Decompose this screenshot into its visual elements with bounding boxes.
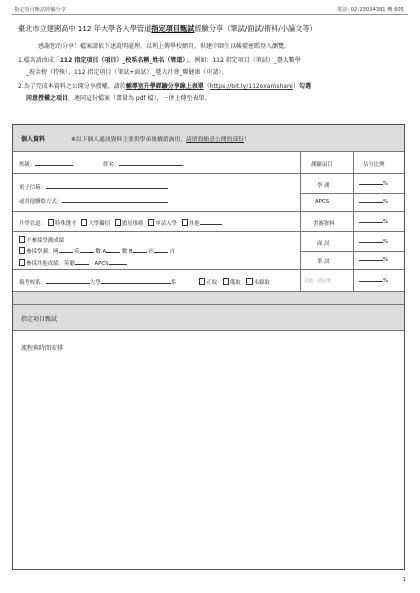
section-title: 指定項目甄試 — [21, 316, 58, 323]
intro-item2: 2.為了完成本資料之公開分享授權，請於輔導室升學經驗分享線上表單（https://bit.ly/112examshare）勾選 — [18, 83, 312, 90]
header-right: 電話: 02-23034381 轉 605 — [336, 7, 404, 13]
admitted-row — [13, 269, 404, 291]
route-recommend-checkbox[interactable]: 繁星推薦 — [115, 221, 144, 227]
route-special-checkbox[interactable]: 特殊選才 — [48, 221, 77, 227]
intro-item1-line2: _祝金榜（特殊）、112 指定項目（筆試+面試）_臺大社會_鄭健康（申請）。 — [26, 69, 228, 76]
route-row — [13, 211, 404, 231]
document-title — [18, 24, 408, 34]
col-item-header: 測驗項目 — [311, 162, 333, 168]
apcs-label: APCS — [315, 199, 330, 205]
title-suffix: 經驗分享（筆試/面試/術科/小論文等） — [194, 24, 317, 33]
intro-item2-line2: 同意授權之項目，連同這份檔案（盡量為 pdf 檔），一併上傳至表單。 — [26, 95, 211, 102]
admitted-school-field[interactable]: 報考校系： 大學 系 — [19, 280, 177, 286]
name-field[interactable]: 姓名： — [103, 160, 183, 168]
email-field[interactable]: 電子信箱： — [19, 183, 168, 191]
xuece-label: 學 測 — [317, 183, 330, 189]
use-xuece-checkbox[interactable]: 參採學測：國 英 數 A 數 B 社 自 — [19, 247, 175, 255]
status-wait-checkbox[interactable]: 備取 — [223, 280, 241, 286]
personal-header-row — [13, 125, 404, 151]
other-pct[interactable]: % — [359, 278, 388, 284]
score-usage-row — [13, 231, 404, 269]
section-title-row — [13, 304, 404, 330]
page-number: 1 — [402, 577, 406, 583]
contact-row — [13, 173, 404, 211]
review-pct[interactable]: % — [359, 219, 388, 225]
personal-note: ※以下個人通訊資料主要供學弟後續諮詢用，請填寫願意公開的部份！ — [71, 137, 250, 143]
header-divider — [12, 14, 408, 15]
personal-label: 個人資料 — [21, 136, 46, 143]
title-emphasis: 指定項目甄試 — [151, 24, 195, 33]
intro-thanks: 感謝您的分享！檔案請依下述說明處理，以利上傳學校網頁，供建中師生以帳號密碼登入瀏覽。 — [38, 43, 291, 50]
use-other-checkbox[interactable]: 參採其他成績：英聽 APCS — [19, 259, 127, 267]
written-pct[interactable]: % — [359, 257, 388, 263]
col-ratio-header: 佔分比例 — [363, 162, 385, 168]
status-main-checkbox[interactable]: 正取 — [199, 280, 217, 286]
xuece-pct[interactable]: % — [359, 181, 388, 187]
online-form-name: 輔導室升學經驗分享線上表單 — [125, 83, 204, 90]
class-name-row — [13, 151, 404, 173]
status-no-checkbox[interactable]: 未錄取 — [246, 280, 269, 286]
header-left: 指定項目甄試經驗分享 — [14, 7, 66, 13]
apcs-pct[interactable]: % — [359, 199, 388, 205]
review-label: 書審資料 — [313, 221, 335, 227]
filename-format: 112 指定項目（項目）_校系名稱_姓名（管道） — [59, 57, 186, 64]
admit-status — [199, 278, 270, 286]
interview-label: 面 試 — [317, 241, 330, 247]
other-item: 其他 請註明 — [304, 279, 331, 284]
other-contact-field[interactable]: 或其他聯絡方式： — [19, 197, 168, 205]
interview-pct[interactable]: % — [359, 239, 388, 245]
spacer-bar — [13, 291, 404, 304]
no-rank-checkbox[interactable]: 不參採學測成績 — [19, 236, 64, 244]
flow-label: 流程與時間安排 — [21, 345, 64, 352]
flow-row — [13, 330, 404, 571]
route-other-checkbox[interactable]: 其他 — [182, 221, 222, 227]
intro-item1: 1.檔名請改成「112 指定項目（項目）_校系名稱_姓名（管道）」。例如：112 指定項目（筆試）_臺大數學 — [18, 57, 301, 64]
class-field[interactable]: 班級： — [19, 160, 73, 168]
form-link[interactable]: https://bit.ly/112examshare — [209, 83, 293, 90]
route-apply-checkbox[interactable]: 申請入學 — [148, 221, 177, 227]
experience-form-table — [12, 124, 405, 570]
written-label: 筆 試 — [317, 259, 330, 265]
title-prefix: 臺北市立建國高中 112 年大學各入學管道 — [18, 24, 152, 33]
route-options: 升學管道： 特殊選才 大學獨招 繁星推薦 申請入學 其他 — [19, 219, 222, 227]
route-star-checkbox[interactable]: 大學獨招 — [81, 221, 110, 227]
